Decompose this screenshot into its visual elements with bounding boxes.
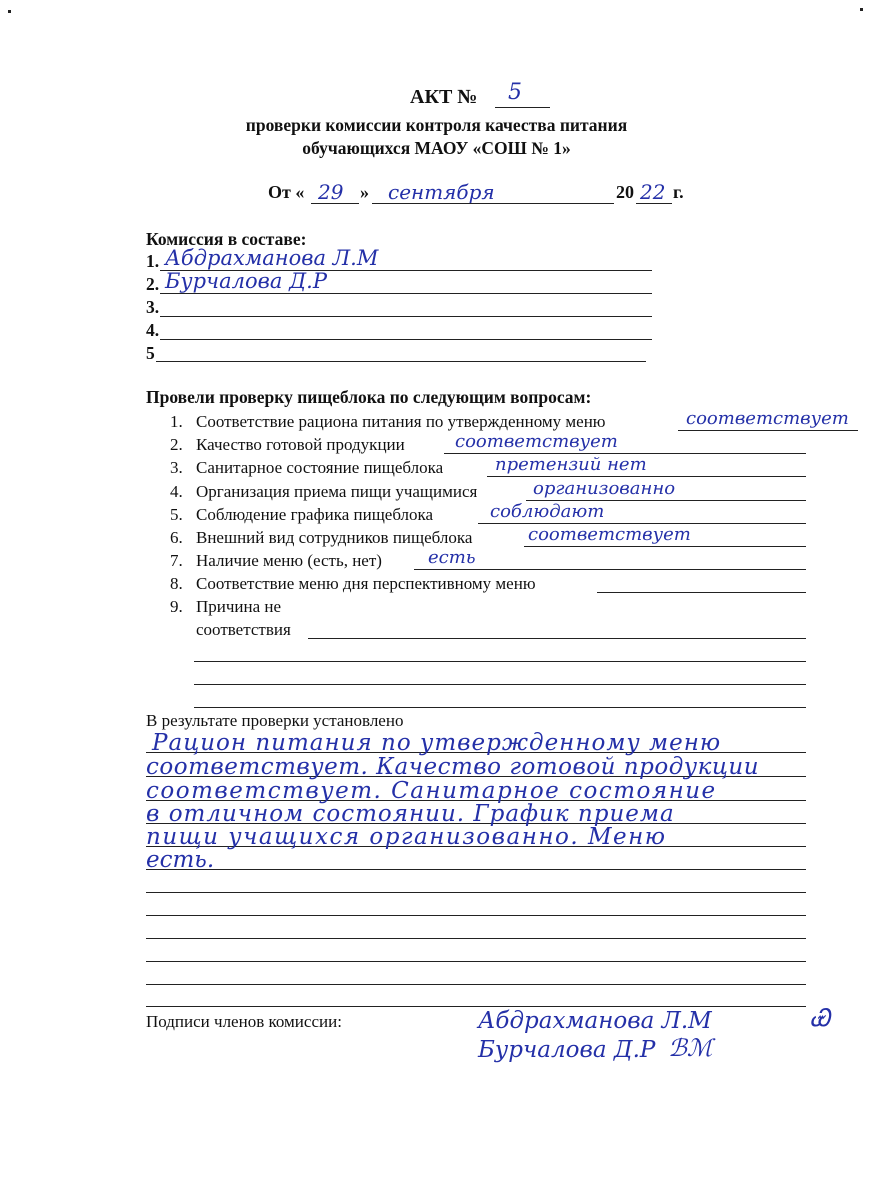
- item-answer: организованно: [533, 478, 676, 499]
- item9-line: [194, 684, 806, 685]
- scan-corner-mark: [8, 10, 11, 13]
- result-title: В результате проверки установлено: [146, 711, 404, 730]
- item-label: Качество готовой продукции: [196, 435, 405, 454]
- date-prefix: От «: [268, 182, 305, 202]
- item-label: Соответствие меню дня перспективному меню: [196, 574, 536, 593]
- item-label: Соблюдение графика пищеблока: [196, 505, 434, 524]
- item-num: 4.: [170, 482, 183, 501]
- signature-1: Абдрахманова Л.М: [478, 1008, 712, 1034]
- item9-line: [194, 707, 806, 708]
- member-num: 3.: [146, 297, 160, 317]
- item-num: 7.: [170, 551, 183, 570]
- item-num: 3.: [170, 458, 183, 477]
- result-line: [146, 938, 806, 939]
- item-label: Соответствие рациона питания по утвержденному меню: [196, 412, 606, 431]
- date-year: 22: [640, 180, 666, 204]
- item-label: Санитарное состояние пищеблока: [196, 458, 444, 477]
- result-handwriting-line: Рацион питания по утвержденному меню: [152, 730, 722, 756]
- date-year-prefix: 20: [616, 182, 634, 202]
- inspection-title: Провели проверку пищеблока по следующим вопросам:: [146, 387, 592, 407]
- result-line: [146, 915, 806, 916]
- member-name: Бурчалова Д.Р: [165, 269, 327, 293]
- item-answer: претензий нет: [495, 454, 647, 475]
- item-answer-line: [597, 592, 806, 593]
- result-line: [146, 869, 806, 870]
- item-answer: соблюдают: [490, 501, 605, 522]
- act-label: АКТ №: [410, 86, 478, 108]
- item-answer-line: [678, 430, 858, 431]
- item-num: 5.: [170, 505, 183, 524]
- item-answer: соответствует: [686, 408, 849, 429]
- signature-2: Бурчалова Д.Р: [478, 1037, 656, 1063]
- item-num: 2.: [170, 435, 183, 454]
- member-num: 2.: [146, 274, 160, 294]
- item9-line: [308, 638, 806, 639]
- member-line: [156, 361, 646, 362]
- signature-scribble-2: ℬℳ: [668, 1034, 713, 1062]
- result-line: [146, 984, 806, 985]
- result-line: [146, 1006, 806, 1007]
- item-answer: соответствует: [455, 431, 618, 452]
- item-answer: соответствует: [528, 524, 691, 545]
- signature-scribble-1: Ꮿ: [810, 1004, 831, 1032]
- item-label: Внешний вид сотрудников пищеблока: [196, 528, 473, 547]
- date-day: 29: [318, 180, 344, 204]
- item-answer: есть: [428, 547, 476, 568]
- act-number-line: [495, 107, 550, 108]
- subtitle-line-1: проверки комиссии контроля качества питания: [245, 115, 628, 135]
- date-close: »: [360, 182, 369, 202]
- result-handwriting-line: соответствует. Качество готовой продукции: [146, 754, 760, 780]
- member-line: [160, 316, 652, 317]
- date-month: сентября: [388, 180, 495, 204]
- result-handwriting-line: в отличном состоянии. График приема: [146, 801, 675, 827]
- member-line: [160, 339, 652, 340]
- result-line: [146, 961, 806, 962]
- commission-title: Комиссия в составе:: [146, 229, 307, 249]
- item-label: Наличие меню (есть, нет): [196, 551, 382, 570]
- item-label: Причина не: [196, 597, 282, 616]
- member-num: 1.: [146, 251, 160, 271]
- result-handwriting-line: есть.: [146, 847, 215, 873]
- item-num: 8.: [170, 574, 183, 593]
- subtitle-line-2: обучающихся МАОУ «СОШ № 1»: [302, 138, 571, 158]
- scan-corner-mark: [860, 8, 863, 11]
- item-num: 9.: [170, 597, 183, 616]
- signatures-title: Подписи членов комиссии:: [146, 1012, 342, 1031]
- member-num: 4.: [146, 320, 160, 340]
- item-num: 1.: [170, 412, 183, 431]
- item-answer-line: [524, 546, 806, 547]
- result-handwriting-line: соответствует. Санитарное состояние: [146, 778, 717, 804]
- item-answer-line: [487, 476, 806, 477]
- item-num: 6.: [170, 528, 183, 547]
- result-handwriting-line: пищи учащихся организованно. Меню: [146, 824, 667, 850]
- member-num: 5: [146, 343, 155, 363]
- item-label: соответствия: [196, 620, 291, 639]
- result-line: [146, 892, 806, 893]
- act-number: 5: [508, 80, 522, 105]
- member-name: Абдрахманова Л.М: [165, 246, 379, 270]
- item-label: Организация приема пищи учащимися: [196, 482, 478, 501]
- item9-line: [194, 661, 806, 662]
- date-suffix: г.: [673, 182, 684, 202]
- item-answer-line: [414, 569, 806, 570]
- member-line: [160, 293, 652, 294]
